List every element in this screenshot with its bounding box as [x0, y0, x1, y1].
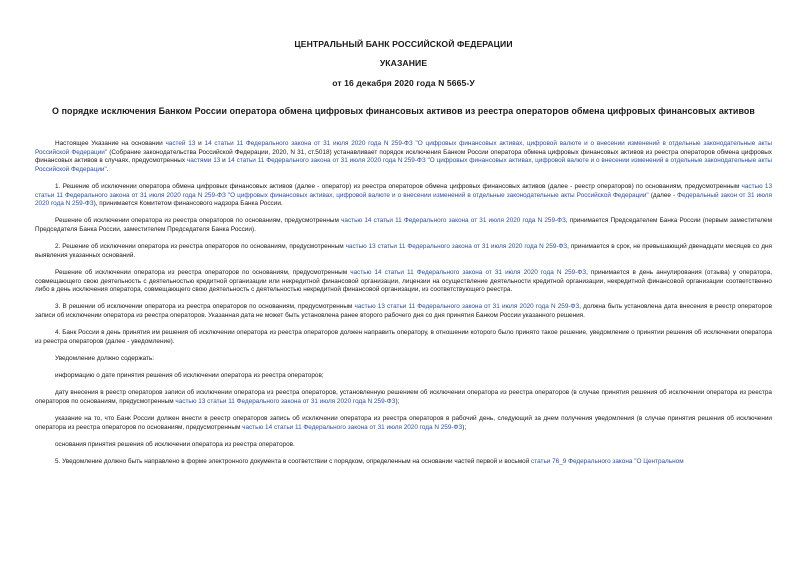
law-reference-link[interactable]: частью 14 статьи 11 Федерального закона от 31 июля 2020 года N 259-ФЗ [350, 268, 587, 276]
body-paragraph [35, 243, 772, 260]
paragraph-text: дату внесения в реестр операторов записи об исключении оператора из реестра операторов, установленную решением об исключении оператора из реестра операторов (в случае принятия решения об исключении оператора из реестра операторов по основаниям, предусмотренным [35, 389, 772, 405]
paragraph-text: Решение об исключении оператора из реестра операторов по основаниям, предусмотренным [55, 217, 342, 225]
body-paragraph [35, 303, 772, 320]
body-paragraph [35, 269, 772, 295]
paragraph-text: 5. Уведомление должно быть направлено в форме электронного документа в соответствии с порядком, определенным на основании частей первой и восьмой [55, 457, 532, 465]
body-paragraph [35, 217, 772, 234]
paragraph-text: 1. Решение об исключении оператора обмена цифровых финансовых активов (далее - оператор) из реестра операторов обмена цифровых финансовых активов (далее - реестр операторов) по основаниям, предусмотренным [55, 182, 742, 190]
paragraph-text: ); [395, 397, 400, 405]
paragraph-text: 4. Банк России в день принятия им решения об исключении оператора из реестра операторов должен направить оператору, в отношении которого было принято такое решение, уведомление о принятии решения об исключении оператора из реестра операторов (далее - уведомление). [35, 329, 772, 345]
paragraph-text: (далее - [648, 191, 678, 199]
issuing-organization: ЦЕНТРАЛЬНЫЙ БАНК РОССИЙСКОЙ ФЕДЕРАЦИИ [294, 39, 513, 49]
law-reference-link[interactable]: Федеральный закон от 31 июля 2020 года N 259-ФЗ [35, 191, 772, 208]
body-paragraph [35, 415, 772, 432]
document-number-date: от 16 декабря 2020 года N 5665-У [332, 78, 475, 88]
paragraph-text: Уведомление должно содержать: [55, 354, 155, 362]
law-reference-link[interactable]: частью 13 статьи 11 Федерального закона от 31 июля 2020 года N 259-ФЗ [345, 243, 568, 251]
law-reference-link[interactable]: частью 13 статьи 11 Федерального закона от 31 июля 2020 года N 259-ФЗ "О цифровых финансовых активах, цифровой валюте и о внесении изменений в отдельные законодательные акты Российской Федерации" [35, 182, 773, 199]
body-paragraph [35, 389, 772, 406]
paragraph-text: указание на то, что Банк России должен внести в реестр операторов запись об исключении оператора из реестра операторов в рабочий день, следующий за днем получения уведомления (в случае принятия решения об исключении оператора из реестра операторов по основаниям, предусмотренным [35, 415, 772, 431]
paragraph-text: Настоящее Указание на основании [55, 140, 166, 147]
document-type: УКАЗАНИЕ [379, 58, 428, 68]
paragraph-text: ), принимается Комитетом финансового надзора Банка России. [93, 200, 283, 208]
paragraph-text: (Собрание законодательства Российской Федерации, 2020, N 31, ст.5018) устанавливает порядок исключения Банком России оператора обмена цифровых финансовых активов из реестра операторов обмена цифровых финансовых активов в случаях, предусмотренных [35, 148, 773, 165]
paragraph-text: основания принятия решения об исключении оператора из реестра операторов. [55, 440, 295, 448]
body-paragraph [35, 329, 772, 346]
paragraph-text: Решение об исключении оператора из реестра операторов по основаниям, предусмотренным [55, 268, 351, 276]
paragraph-text: , принимается в день аннулирования (отзыва) у оператора, совмещающего свою деятельность с деятельностью кредитной организации или некредитной финансовой организации, лицензии на осуществление деятельности кредитной организации, некредитной финансовой организации соответственно либо в день исключения оператора, совмещающего свою деятельность с деятельностью некредитной финансовой организации, из соответствующего реестра. [35, 268, 772, 294]
law-reference-link[interactable]: 14 статьи 11 Федерального закона от 31 июля 2020 года N 259-ФЗ "О цифровых финансовых активах, цифровой валюте и о внесении изменений в отдельные законодательные акты Российской Федерации" [35, 140, 773, 156]
law-reference-link[interactable]: частью 13 статьи 11 Федерального закона от 31 июля 2020 года N 259-ФЗ [354, 303, 580, 311]
law-reference-link[interactable]: частью 13 статьи 11 Федерального закона от 31 июля 2020 года N 259-ФЗ [175, 397, 396, 405]
body-paragraph [35, 441, 772, 450]
body-paragraph [35, 140, 772, 174]
law-reference-link[interactable]: 14 статьи 11 Федерального закона от 31 июля 2020 года N 259-ФЗ "О цифровых финансовых активах, цифровой валюте и о внесении изменений в отдельные законодательные акты Российской Федерации" [35, 157, 773, 173]
law-reference-link[interactable]: частей 13 [165, 140, 196, 147]
paragraph-text: 3. В решении об исключении оператора из реестра операторов по основаниям, предусмотренным [55, 303, 355, 311]
body-paragraph [35, 355, 772, 364]
body-paragraph [35, 372, 772, 381]
paragraph-text: и [220, 157, 228, 165]
law-reference-link[interactable]: частью 14 статьи 11 Федерального закона от 31 июля 2020 года N 259-ФЗ [242, 423, 463, 431]
paragraph-text: . [106, 165, 109, 173]
paragraph-text: , должна быть установлена дата внесения в реестр операторов записи об исключении оператора из реестра операторов. Указанная дата не может быть установлена ранее второго рабочего дня со дня принятия Банком России указанного решения. [35, 303, 772, 319]
body-paragraph [35, 183, 772, 209]
document-title: О порядке исключения Банком России оператора обмена цифровых финансовых активов из реестра операторов обмена цифровых финансовых активов [52, 106, 755, 116]
law-reference-link[interactable]: частью 14 статьи 11 Федерального закона от 31 июля 2020 года N 259-ФЗ [341, 217, 566, 225]
paragraph-text: и [195, 140, 205, 147]
law-reference-link[interactable]: частями 13 [186, 157, 221, 165]
paragraph-text: , принимается Председателем Банка России (первым заместителем Председателя Банка России, заместителем Председателя Банка России). [35, 217, 772, 233]
document-body [35, 140, 772, 475]
paragraph-text: информацию о дате принятия решения об исключении оператора из реестра операторов; [55, 372, 324, 380]
paragraph-text: , принимается в срок, не превышающий двенадцати месяцев со дня выявления указанных оснований. [35, 243, 772, 259]
law-reference-link[interactable]: статьи 76_9 Федерального закона "О Центральном [531, 457, 684, 465]
paragraph-text: ); [462, 423, 467, 431]
paragraph-text: 2. Решение об исключении оператора из реестра операторов по основаниям, предусмотренным [55, 243, 346, 251]
body-paragraph [35, 458, 772, 467]
